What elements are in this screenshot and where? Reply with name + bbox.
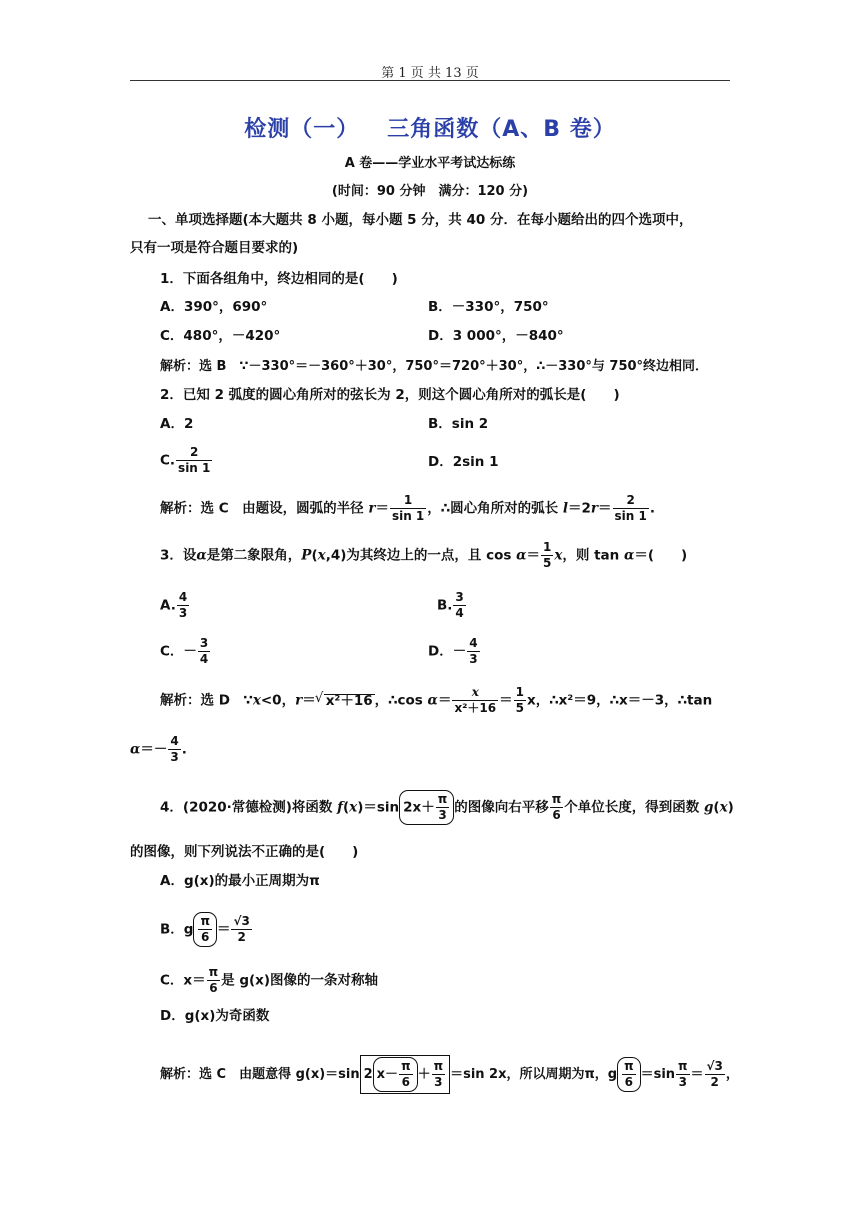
q3-analysis-fraction-1: $\frac{x}{\text{x²＋16}}$ bbox=[454, 685, 497, 715]
q2-analysis: 解析：选 C 由题设，圆弧的半径 r＝ $\frac{1}{\sin 1}$ ，∴圆心角所对的弧长 l＝2r＝ $\frac{2}{\sin 1}$ . bbox=[160, 493, 655, 523]
q3-stem-fraction: $\frac{1}{5}$ bbox=[542, 540, 552, 570]
q3-analysis: 解析：选 D ∵x<0，r＝√ x²＋16 ，∴cos α＝ $\frac{x}{\text{x²＋16}}$ ＝ $\frac{1}{5}$ x，∴x²＝9，∴x＝－3，∴tan bbox=[160, 685, 712, 716]
q4-analysis-sin-fraction: $\frac{\pi}{3}$ bbox=[678, 1059, 688, 1089]
q2-option-b: B．sin 2 bbox=[428, 416, 489, 432]
q4-analysis-inner-paren: x－ $\frac{\pi}{6}$ bbox=[373, 1057, 418, 1092]
page-title bbox=[130, 112, 730, 143]
q2-stem: 2．已知 2 弧度的圆心角所对的弦长为 2，则这个圆心角所对的弧长是( ) bbox=[160, 387, 620, 403]
q4-analysis-g-fraction: $\frac{\pi}{6}$ bbox=[624, 1059, 634, 1089]
q2-option-a: A．2 bbox=[160, 416, 194, 432]
q4-option-a: A．g(x)的最小正周期为π bbox=[160, 873, 320, 889]
q3-analysis-cont: α＝－ $\frac{4}{3}$ . bbox=[130, 734, 187, 764]
q3-option-d: D．－ $\frac{4}{3}$ bbox=[428, 636, 478, 666]
q4-option-c: C．x＝ $\frac{\pi}{6}$ 是 g(x)图像的一条对称轴 bbox=[160, 965, 379, 995]
q4-option-d: D．g(x)为奇函数 bbox=[160, 1008, 270, 1024]
q4-stem-shift-fraction: $\frac{\pi}{6}$ bbox=[551, 792, 562, 822]
q4-option-b-paren-fraction: $\frac{\pi}{6}$ bbox=[200, 914, 210, 944]
q3-option-b: B. $\frac{3}{4}$ bbox=[437, 590, 464, 620]
q4-analysis-value-fraction: $\frac{√3}{2}$ bbox=[706, 1059, 723, 1089]
q3-analysis-fraction-3: $\frac{4}{3}$ bbox=[170, 734, 179, 764]
q1-stem: 1．下面各组角中，终边相同的是( ) bbox=[160, 271, 398, 287]
q3-analysis-fraction-2: $\frac{1}{5}$ bbox=[515, 685, 524, 715]
time-info: (时间：90 分钟 满分：120 分) bbox=[331, 184, 529, 199]
q4-analysis-inner-fraction: $\frac{\pi}{6}$ bbox=[401, 1059, 411, 1089]
q3-option-c: C．－ $\frac{3}{4}$ bbox=[160, 636, 209, 666]
page-header: 第 1 页 共 13 页 bbox=[381, 66, 479, 81]
q4-option-b-paren bbox=[193, 912, 217, 947]
q1-option-a: A．390°，690° bbox=[160, 299, 268, 315]
q1-analysis: 解析：选 B ∵－330°＝－360°＋30°，750°＝720°＋30°，∴－330°与 750°终边相同． bbox=[160, 359, 709, 374]
q1-option-d: D．3 000°，－840° bbox=[428, 328, 564, 344]
subtitle: A 卷——学业水平考试达标练 bbox=[344, 156, 516, 171]
q4-stem-line2: 的图像，则下列说法不正确的是( ) bbox=[130, 844, 359, 860]
q4-analysis: 解析：选 C 由题意得 g(x)＝sin 2 x－ $\frac{\pi}{6}$ ＋ $\frac{\pi}{3}$ ＝sin 2x，所以周期为π，g $\frac{\pi}{6}$ ＝sin $\frac{\pi}{3}$ ＝ $\frac{√3}{2}$ ， bbox=[160, 1055, 739, 1094]
q3-option-a-fraction: $\frac{4}{3}$ bbox=[178, 590, 188, 620]
header-rule bbox=[130, 80, 730, 81]
q2-option-c-fraction: $\frac{2}{\sin 1}$ bbox=[178, 445, 211, 475]
q2-analysis-fraction-2: $\frac{2}{\sin 1}$ bbox=[614, 493, 647, 523]
q4-stem-paren: 2x＋ $\frac{\pi}{3}$ bbox=[399, 790, 454, 825]
q4-stem-paren-fraction: $\frac{\pi}{3}$ bbox=[437, 792, 448, 822]
title-part2: 三角函数（A、B 卷） bbox=[387, 117, 616, 142]
q3-option-a: A. $\frac{4}{3}$ bbox=[160, 590, 188, 620]
q2-option-d: D．2sin 1 bbox=[428, 454, 499, 470]
section-heading-line1: 一、单项选择题(本大题共 8 小题，每小题 5 分，共 40 分．在每小题给出的四个选项中， bbox=[148, 212, 693, 228]
q2-option-c: C. $\frac{2}{\sin 1}$ bbox=[160, 445, 211, 475]
q2-analysis-fraction-1: $\frac{1}{\sin 1}$ bbox=[391, 493, 425, 523]
q4-stem: 4．(2020·常德检测)将函数 f(x)＝sin 2x＋ $\frac{\pi}{3}$ 的图像向右平移 $\frac{\pi}{6}$ 个单位长度，得到函数 g(x) bbox=[160, 790, 734, 825]
q3-analysis-sqrt: √ x²＋16 bbox=[324, 694, 375, 709]
q4-option-b-fraction: $\frac{√3}{2}$ bbox=[233, 914, 250, 944]
q3-option-b-fraction: $\frac{3}{4}$ bbox=[455, 590, 464, 620]
q4-option-c-fraction: $\frac{\pi}{6}$ bbox=[208, 965, 219, 995]
q1-option-b: B．－330°，750° bbox=[428, 299, 549, 315]
q3-option-c-fraction: $\frac{3}{4}$ bbox=[199, 636, 209, 666]
section-heading-line2: 只有一项是符合题目要求的) bbox=[130, 240, 299, 256]
q3-stem: 3．设α是第二象限角，P(x,4)为其终边上的一点，且 cos α＝ $\frac{1}{5}$ x，则 tan α＝( ) bbox=[160, 540, 688, 570]
q1-option-c: C．480°，－420° bbox=[160, 328, 281, 344]
q3-option-d-fraction: $\frac{4}{3}$ bbox=[469, 636, 478, 666]
q4-option-b: B．g $\frac{\pi}{6}$ ＝ $\frac{√3}{2}$ bbox=[160, 912, 253, 947]
q4-analysis-bracket-fraction: $\frac{\pi}{3}$ bbox=[433, 1059, 444, 1089]
q4-analysis-g-paren bbox=[617, 1057, 641, 1092]
q4-analysis-bracket: 2 x－ $\frac{\pi}{6}$ ＋ $\frac{\pi}{3}$ bbox=[360, 1055, 450, 1094]
title-part1: 检测（一） bbox=[244, 117, 360, 142]
